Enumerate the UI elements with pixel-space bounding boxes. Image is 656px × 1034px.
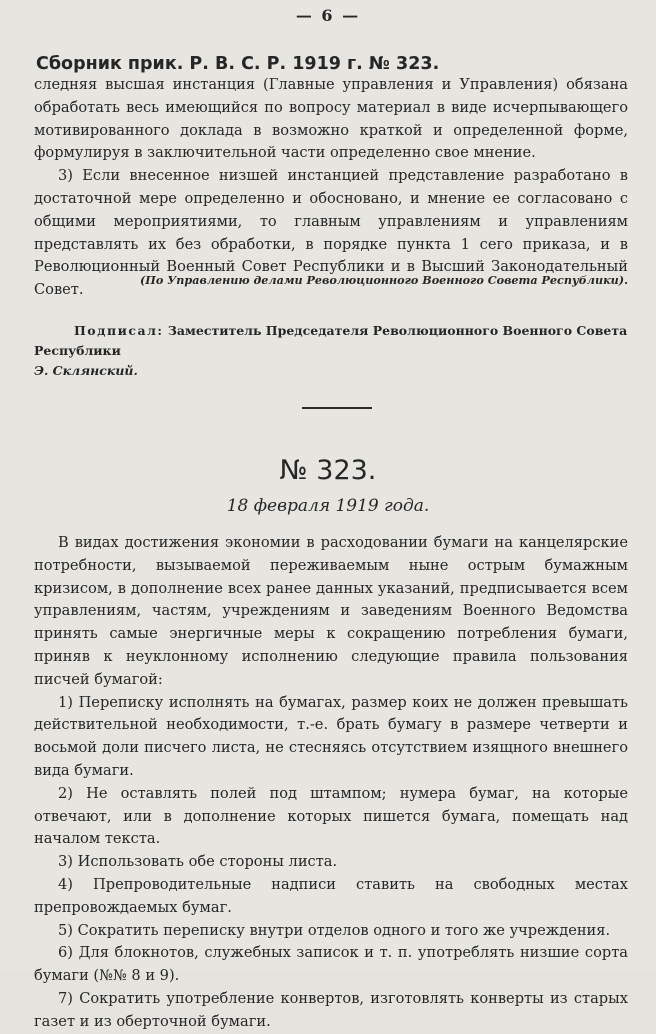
intro-paragraph: следняя высшая инстанция (Главные управления и Управления) обязана обработать весь имеющийся по вопросу материал в виде исчерпывающего мотивированного доклада в возможно краткой и определенной форме, формулируя в заключительной части определенно свое мнение. bbox=[34, 76, 628, 162]
order-date: 18 февраля 1919 года. bbox=[226, 496, 430, 516]
section-divider bbox=[302, 407, 372, 409]
running-head: Сборник прик. Р. В. С. Р. 1919 г. № 323. bbox=[36, 54, 440, 74]
order-item-6: 6) Для блокнотов, служебных записок и т. п. употреблять низшие сорта бумаги (№№ 8 и 9). bbox=[34, 944, 628, 985]
order-preamble: В видах достижения экономии в расходовании бумаги на канцелярские потребности, вызываемой переживаемым ныне острым бумажным кризисом, в дополнение всех ранее данных указаний, предписывается всем управлениям, частям, учреждениям и заведениям Военного Ведомства принять самые энергичные меры к сокращению потребления бумаги, приняв к неуклонному исполнению следующие правила пользования писчей бумагой: bbox=[34, 534, 628, 688]
order-item-4: 4) Препроводительные надписи ставить на свободных местах препровождаемых бумаг. bbox=[34, 875, 628, 916]
order-item-7: 7) Сократить употребление конвертов, изготовлять конверты из старых газет и из оберточной бумаги. bbox=[34, 989, 628, 1030]
signature-name: Э. Склянский. bbox=[34, 363, 138, 378]
signature-label: Подписал: bbox=[74, 323, 164, 338]
order-item-3: 3) Использовать обе стороны листа. bbox=[58, 853, 338, 871]
signature-title: Заместитель Председателя Революционного Военного Совета Республики bbox=[34, 323, 628, 358]
order-number: № 323. bbox=[279, 455, 377, 486]
page-number: — 6 — bbox=[295, 6, 361, 25]
order-item-5: 5) Сократить переписку внутри отделов одного и того же учреждения. bbox=[58, 921, 611, 939]
signature-block bbox=[34, 321, 644, 381]
intro-block bbox=[34, 74, 628, 302]
source-note: (По Управлению делами Революционного Военного Совета Республики). bbox=[139, 273, 628, 287]
order-item-2: 2) Не оставлять полей под штампом; нумера бумаг, на которые отвечают, или в дополнение которых пишется бумага, помещать над началом текста. bbox=[34, 784, 628, 848]
order-item-1: 1) Переписку исполнять на бумагах, размер коих не должен превышать действительной необходимости, т.-е. брать бумагу в размере четверти и восьмой доли писчего листа, не стесняясь отсутствием изящного внешнего вида бумаги. bbox=[34, 693, 628, 779]
paragraph-3: 3) Если внесенное низшей инстанцией представление разработано в достаточной мере определенно и обосновано, и мнение ее согласовано с общими мероприятиями, то главным управлениям и управлениям представлять их без обработки, в порядке пункта 1 сего приказа, и в Революционный Военный Совет Республики и в Высший Законодательный Совет. bbox=[34, 167, 628, 299]
order-body bbox=[34, 532, 628, 1034]
